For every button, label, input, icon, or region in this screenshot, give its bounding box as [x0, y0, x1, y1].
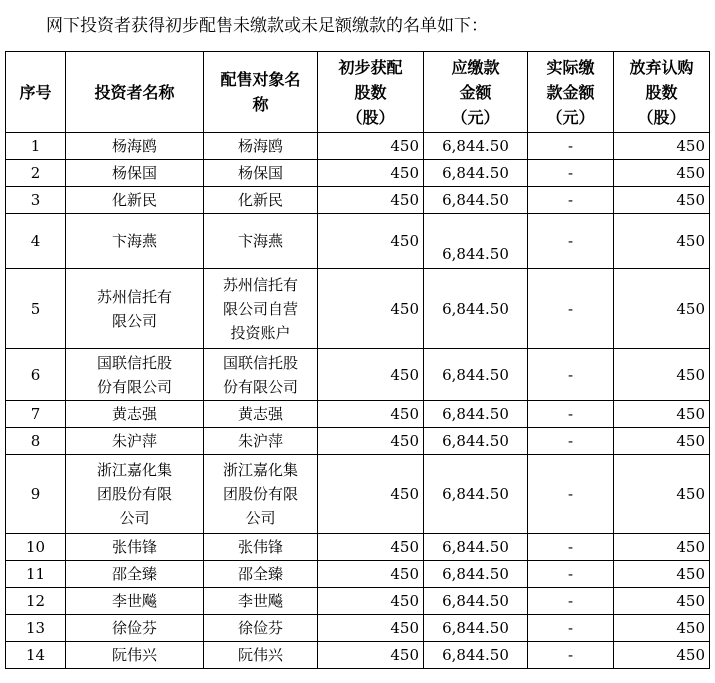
cell-payable: 6,844.50: [424, 455, 528, 534]
cell-shares: 450: [318, 455, 424, 534]
cell-shares: 450: [318, 214, 424, 269]
cell-account: 徐俭芬: [204, 615, 318, 642]
table-row: [6, 615, 710, 642]
header-abandoned-line: 股数: [645, 82, 678, 102]
cell-seq: 5: [6, 269, 66, 349]
header-payable-line: 金额: [459, 82, 492, 102]
cell-payable: 6,844.50: [424, 133, 528, 160]
header-seq-line: 序号: [19, 82, 52, 102]
cell-investor: 朱沪萍: [66, 428, 204, 455]
header-actual-paid-line: 实际缴: [546, 57, 595, 77]
header-payable-line: 应缴款: [451, 57, 500, 77]
header-abandoned: [614, 52, 710, 133]
cell-account-line: 苏州信托有: [222, 275, 298, 294]
cell-seq: 1: [6, 133, 66, 160]
cell-paid: -: [528, 534, 614, 561]
cell-account: [204, 269, 318, 349]
cell-investor-line: 限公司: [111, 311, 157, 330]
cell-investor: 徐俭芬: [66, 615, 204, 642]
cell-seq: 12: [6, 588, 66, 615]
cell-account: 李世飚: [204, 588, 318, 615]
header-initial-shares-line: 股数: [354, 82, 387, 102]
cell-investor-line: 团股份有限: [96, 485, 172, 503]
cell-paid: -: [528, 349, 614, 401]
cell-payable: 6,844.50: [424, 428, 528, 455]
cell-abandoned: 450: [614, 534, 710, 561]
cell-abandoned: 450: [614, 187, 710, 214]
cell-account-line: 团股份有限: [222, 485, 298, 503]
table-row: [6, 160, 710, 187]
header-seq: [6, 52, 66, 133]
cell-abandoned: 450: [614, 642, 710, 669]
cell-shares: 450: [318, 428, 424, 455]
cell-paid: -: [528, 214, 614, 269]
cell-investor-line: 国联信托股: [96, 353, 172, 372]
cell-shares: 450: [318, 615, 424, 642]
cell-investor-line: 份有限公司: [96, 377, 172, 396]
table-row: [6, 642, 710, 669]
cell-shares: 450: [318, 561, 424, 588]
cell-abandoned: 450: [614, 615, 710, 642]
cell-paid: -: [528, 561, 614, 588]
cell-investor-line: 苏州信托有: [96, 287, 172, 306]
cell-payable: 6,844.50: [424, 561, 528, 588]
cell-payable: 6,844.50: [424, 642, 528, 669]
header-payable: [424, 52, 528, 133]
cell-investor: 邵全臻: [66, 561, 204, 588]
cell-paid: -: [528, 428, 614, 455]
cell-payable: 6,844.50: [424, 214, 528, 269]
cell-shares: 450: [318, 133, 424, 160]
header-account-line: 称: [252, 95, 269, 114]
cell-account: [204, 349, 318, 401]
table-row: [6, 428, 710, 455]
cell-investor: 杨保国: [66, 160, 204, 187]
cell-account: 卞海燕: [204, 214, 318, 269]
table-row: [6, 534, 710, 561]
header-abandoned-line: 放弃认购: [629, 57, 694, 77]
cell-seq: 10: [6, 534, 66, 561]
cell-payable: 6,844.50: [424, 187, 528, 214]
cell-payable: 6,844.50: [424, 588, 528, 615]
cell-investor: 阮伟兴: [66, 642, 204, 669]
cell-investor: 张伟锋: [66, 534, 204, 561]
cell-account-line: 限公司自营: [222, 299, 298, 318]
table-row: [6, 401, 710, 428]
cell-seq: 13: [6, 615, 66, 642]
header-payable-line: （元）: [451, 107, 500, 127]
cell-paid: -: [528, 133, 614, 160]
cell-abandoned: 450: [614, 588, 710, 615]
cell-paid: -: [528, 160, 614, 187]
cell-abandoned: 450: [614, 160, 710, 187]
cell-account-line: 投资账户: [230, 323, 291, 342]
cell-shares: 450: [318, 642, 424, 669]
header-initial-shares-line: （股）: [346, 107, 395, 127]
cell-paid: -: [528, 455, 614, 534]
cell-seq: 14: [6, 642, 66, 669]
header-account: [204, 52, 318, 133]
table-row: [6, 269, 710, 349]
table-row: [6, 455, 710, 534]
cell-account: 杨海鸥: [204, 133, 318, 160]
cell-paid: -: [528, 615, 614, 642]
cell-investor: 黄志强: [66, 401, 204, 428]
cell-paid: -: [528, 401, 614, 428]
cell-account: 张伟锋: [204, 534, 318, 561]
cell-seq: 7: [6, 401, 66, 428]
unpaid-investor-table: [5, 51, 710, 669]
intro-text: 网下投资者获得初步配售未缴款或未足额缴款的名单如下：: [46, 16, 488, 36]
header-investor: [66, 52, 204, 133]
table-row: [6, 133, 710, 160]
cell-seq: 11: [6, 561, 66, 588]
header-initial-shares-line: 初步获配: [338, 57, 403, 77]
table-header-row: [6, 52, 710, 133]
cell-account: 杨保国: [204, 160, 318, 187]
header-actual-paid-line: 款金额: [546, 82, 595, 102]
cell-paid: -: [528, 269, 614, 349]
cell-account: 邵全臻: [204, 561, 318, 588]
cell-seq: 8: [6, 428, 66, 455]
cell-investor: [66, 349, 204, 401]
cell-account: [204, 455, 318, 534]
cell-shares: 450: [318, 160, 424, 187]
cell-account-line: 份有限公司: [222, 377, 298, 396]
cell-seq: 2: [6, 160, 66, 187]
cell-paid: -: [528, 187, 614, 214]
cell-account-line: 国联信托股: [222, 353, 298, 372]
cell-investor: [66, 455, 204, 534]
header-abandoned-line: （股）: [637, 107, 686, 127]
cell-paid: -: [528, 642, 614, 669]
cell-payable: 6,844.50: [424, 401, 528, 428]
cell-investor: [66, 269, 204, 349]
header-investor-line: 投资者名称: [94, 82, 175, 102]
cell-abandoned: 450: [614, 349, 710, 401]
table-row: [6, 561, 710, 588]
cell-investor: 李世飚: [66, 588, 204, 615]
cell-payable: 6,844.50: [424, 349, 528, 401]
cell-investor-line: 公司: [119, 509, 150, 527]
cell-shares: 450: [318, 588, 424, 615]
cell-seq: 6: [6, 349, 66, 401]
cell-investor: 化新民: [66, 187, 204, 214]
cell-abandoned: 450: [614, 561, 710, 588]
cell-paid: -: [528, 588, 614, 615]
table-row: [6, 349, 710, 401]
cell-investor-line: 浙江嘉化集: [96, 461, 172, 479]
cell-account: 化新民: [204, 187, 318, 214]
cell-abandoned: 450: [614, 401, 710, 428]
header-actual-paid: [528, 52, 614, 133]
cell-account: 朱沪萍: [204, 428, 318, 455]
cell-shares: 450: [318, 269, 424, 349]
cell-payable: 6,844.50: [424, 160, 528, 187]
header-actual-paid-line: （元）: [546, 107, 595, 127]
cell-shares: 450: [318, 187, 424, 214]
table-row: [6, 187, 710, 214]
cell-account-line: 公司: [245, 509, 276, 527]
cell-payable: 6,844.50: [424, 615, 528, 642]
cell-payable: 6,844.50: [424, 269, 528, 349]
table-row: [6, 588, 710, 615]
cell-seq: 9: [6, 455, 66, 534]
cell-abandoned: 450: [614, 214, 710, 269]
header-account-line: 配售对象名: [220, 70, 301, 89]
cell-investor: 杨海鸥: [66, 133, 204, 160]
cell-payable: 6,844.50: [424, 534, 528, 561]
header-initial-shares: [318, 52, 424, 133]
cell-investor: 卞海燕: [66, 214, 204, 269]
cell-seq: 3: [6, 187, 66, 214]
cell-shares: 450: [318, 349, 424, 401]
cell-account: 阮伟兴: [204, 642, 318, 669]
cell-abandoned: 450: [614, 428, 710, 455]
cell-seq: 4: [6, 214, 66, 269]
cell-abandoned: 450: [614, 455, 710, 534]
cell-account-line: 浙江嘉化集: [222, 461, 298, 479]
cell-shares: 450: [318, 401, 424, 428]
cell-shares: 450: [318, 534, 424, 561]
cell-abandoned: 450: [614, 133, 710, 160]
cell-account: 黄志强: [204, 401, 318, 428]
table-row: [6, 214, 710, 269]
cell-abandoned: 450: [614, 269, 710, 349]
